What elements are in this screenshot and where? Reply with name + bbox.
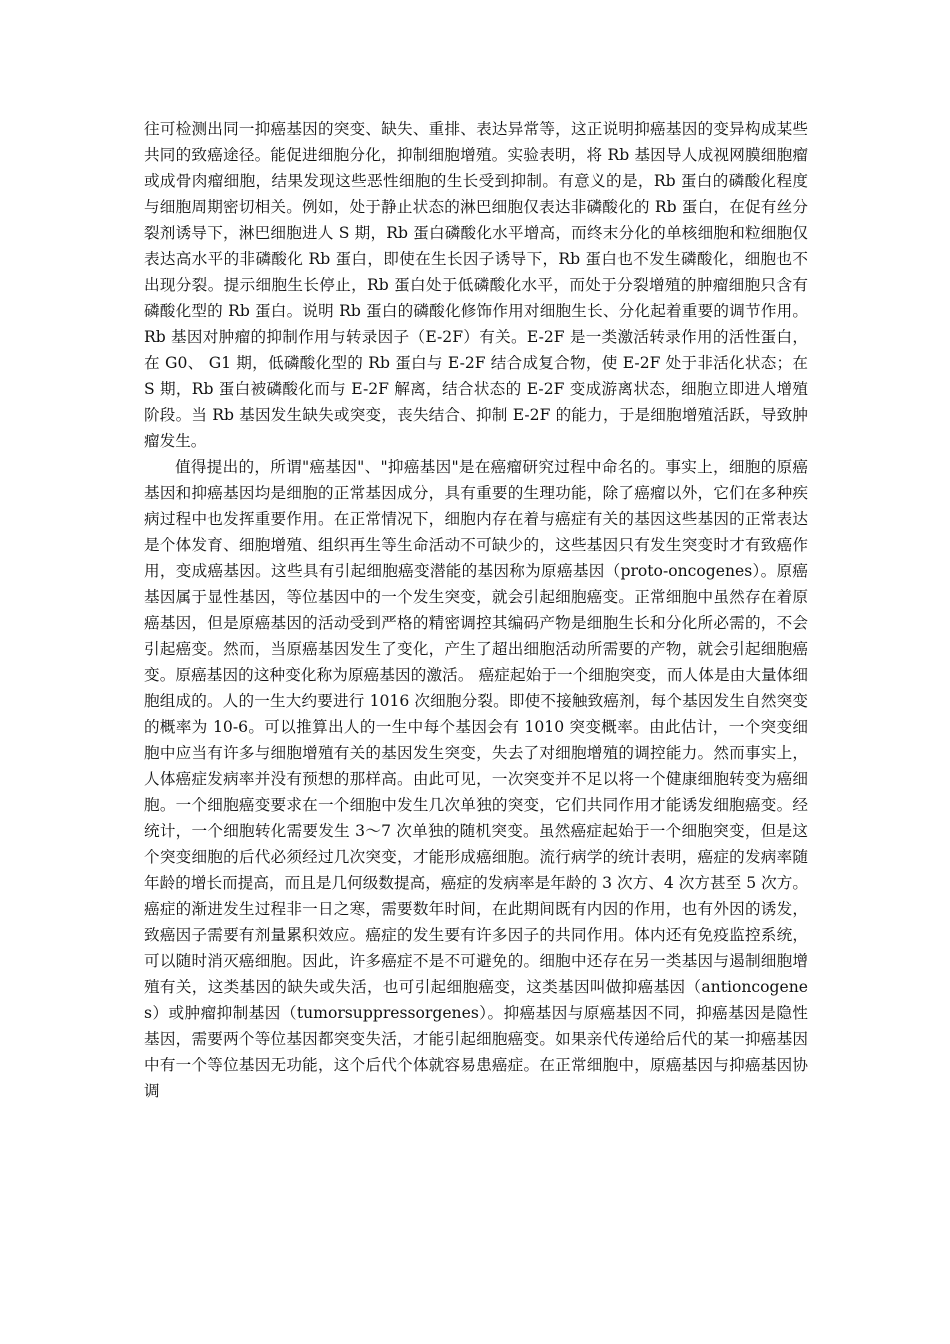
body-text bbox=[144, 116, 808, 1104]
paragraph: 往可检测出同一抑癌基因的突变、缺失、重排、表达异常等，这正说明抑癌基因的变异构成某些共同的致癌途径。能促进细胞分化，抑制细胞增殖。实验表明，将 Rb 基因导人成视网膜细胞瘤或成骨肉瘤细胞，结果发现这些恶性细胞的生长受到抑制。有意义的是，Rb 蛋白的磷酸化程度与细胞周期密切相关。例如，处于静止状态的淋巴细胞仅表达非磷酸化的 Rb 蛋白，在促有丝分裂剂诱导下，淋巴细胞进人 S 期，Rb 蛋白磷酸化水平增高，而终末分化的单核细胞和粒细胞仅表达高水平的非磷酸化 Rb 蛋白，即使在生长因子诱导下，Rb 蛋白也不发生磷酸化，细胞也不出现分裂。提示细胞生长停止，Rb 蛋白处于低磷酸化水平，而处于分裂增殖的肿瘤细胞只含有磷酸化型的 Rb 蛋白。说明 Rb 蛋白的磷酸化修饰作用对细胞生长、分化起着重要的调节作用。 Rb 基因对肿瘤的抑制作用与转录因子（E-2F）有关。E-2F 是一类激活转录作用的活性蛋白，在 G0、 G1 期，低磷酸化型的 Rb 蛋白与 E-2F 结合成复合物，使 E-2F 处于非活化状态；在 S 期，Rb 蛋白被磷酸化而与 E-2F 解离，结合状态的 E-2F 变成游离状态，细胞立即进人增殖阶段。当 Rb 基因发生缺失或突变，丧失结合、抑制 E-2F 的能力，于是细胞增殖活跃，导致肿瘤发生。 bbox=[144, 120, 808, 450]
paragraph: 值得提出的，所谓"癌基因"、"抑癌基因"是在癌瘤研究过程中命名的。事实上，细胞的原癌基因和抑癌基因均是细胞的正常基因成分，具有重要的生理功能，除了癌瘤以外，它们在多种疾病过程中也发挥重要作用。在正常情况下，细胞内存在着与癌症有关的基因这些基因的正常表达是个体发育、细胞增殖、组织再生等生命活动不可缺少的，这些基因只有发生突变时才有致癌作用，变成癌基因。这些具有引起细胞癌变潜能的基因称为原癌基因（proto-oncogenes）。原癌基因属于显性基因，等位基因中的一个发生突变，就会引起细胞癌变。正常细胞中虽然存在着原癌基因，但是原癌基因的活动受到严格的精密调控其编码产物是细胞生长和分化所必需的，不会引起癌变。然而，当原癌基因发生了变化，产生了超出细胞活动所需要的产物，就会引起细胞癌变。原癌基因的这种变化称为原癌基因的激活。 癌症起始于一个细胞突变，而人体是由大量体细胞组成的。人的一生大约要进行 1016 次细胞分裂。即使不接触致癌剂，每个基因发生自然突变的概率为 10-6。可以推算出人的一生中每个基因会有 1010 突变概率。由此估计，一个突变细胞中应当有许多与细胞增殖有关的基因发生突变，失去了对细胞增殖的调控能力。然而事实上，人体癌症发病率并没有预想的那样高。由此可见，一次突变并不足以将一个健康细胞转变为癌细胞。一个细胞癌变要求在一个细胞中发生几次单独的突变，它们共同作用才能诱发细胞癌变。经统计，一个细胞转化需要发生 3～7 次单独的随机突变。虽然癌症起始于一个细胞突变，但是这个突变细胞的后代必须经过几次突变，才能形成癌细胞。流行病学的统计表明，癌症的发病率随年龄的增长而提高，而且是几何级数提高，癌症的发病率是年龄的 3 次方、4 次方甚至 5 次方。癌症的渐进发生过程非一日之寒，需要数年时间，在此期间既有内因的作用，也有外因的诱发，致癌因子需要有剂量累积效应。癌症的发生要有许多因子的共同作用。体内还有免疫监控系统，可以随时消灭癌细胞。因此，许多癌症不是不可避免的。细胞中还存在另一类基因与遏制细胞增殖有关，这类基因的缺失或失活，也可引起细胞癌变，这类基因叫做抑癌基因（antioncogenes）或肿瘤抑制基因（tumorsuppressorgenes）。抑癌基因与原癌基因不同，抑癌基因是隐性基因，需要两个等位基因都突变失活，才能引起细胞癌变。如果亲代传递给后代的某一抑癌基因中有一个等位基因无功能，这个后代个体就容易患癌症。在正常细胞中，原癌基因与抑癌基因协调 bbox=[144, 458, 808, 1100]
